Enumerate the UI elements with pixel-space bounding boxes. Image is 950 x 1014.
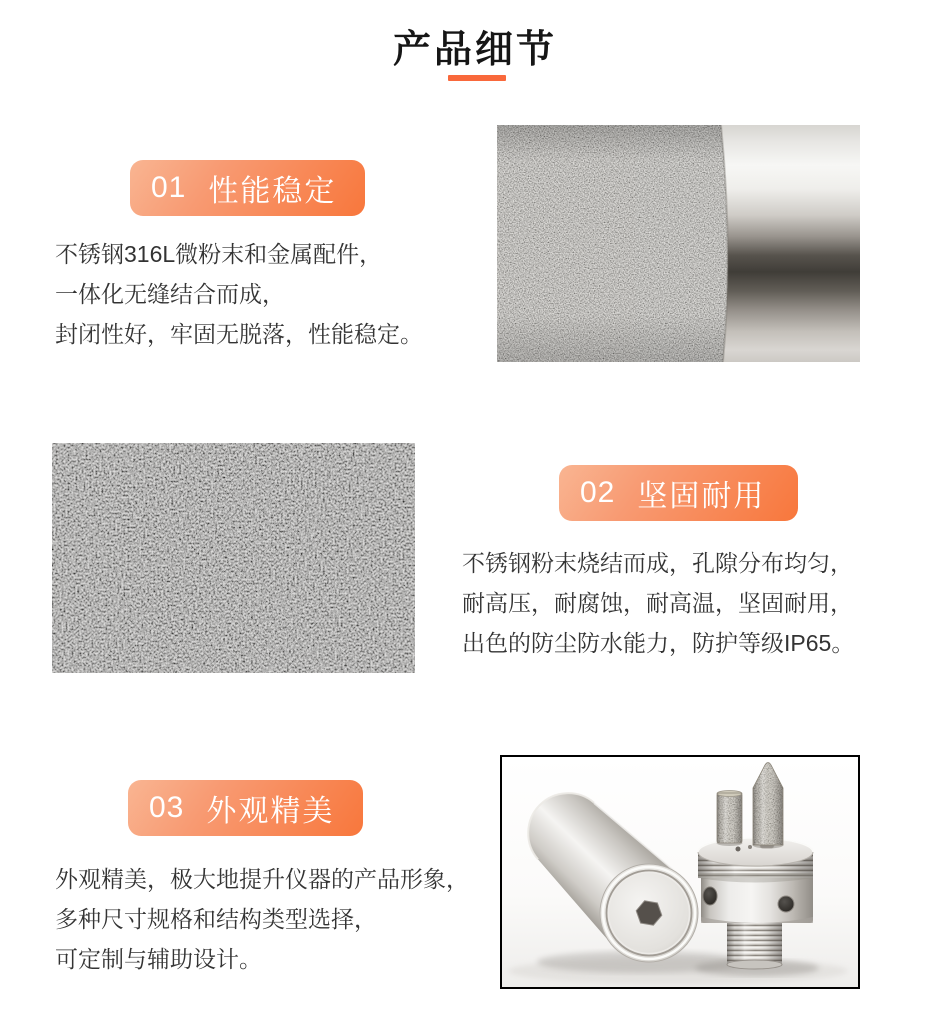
section-3-badge [128, 780, 363, 836]
section-3-paragraph [55, 859, 469, 979]
paragraph-line: 出色的防尘防水能力，防护等级IP65。 [462, 630, 855, 656]
sintered-vs-polished-steel-closeup-photo [497, 125, 860, 362]
section-1-paragraph [55, 234, 423, 354]
paragraph-line: 可定制与辅助设计。 [55, 946, 262, 972]
paragraph-line: 封闭性好，牢固无脱落，性能稳定。 [55, 321, 423, 347]
page-title: 产品细节 [392, 29, 557, 71]
section-2-number: 02 [580, 476, 616, 509]
section-1-badge [130, 160, 365, 216]
title-underline [448, 75, 506, 81]
section-3-heading: 外观精美 [206, 795, 335, 828]
sintered-powder-texture-photo [52, 443, 415, 673]
section-3-number: 03 [149, 791, 185, 824]
section-1-number: 01 [151, 171, 187, 204]
paragraph-line: 一体化无缝结合而成， [55, 281, 285, 307]
section-2-heading: 坚固耐用 [637, 480, 766, 513]
paragraph-line: 不锈钢316L微粉末和金属配件， [55, 241, 383, 267]
section-1-heading: 性能稳定 [208, 175, 337, 208]
paragraph-line: 外观精美，极大地提升仪器的产品形象， [55, 866, 469, 892]
paragraph-line: 耐高压，耐腐蚀，耐高温，坚固耐用， [462, 590, 853, 616]
paragraph-line: 多种尺寸规格和结构类型选择， [55, 906, 377, 932]
product-fittings-photo [500, 755, 860, 989]
section-2-badge [559, 465, 798, 521]
paragraph-line: 不锈钢粉末烧结而成，孔隙分布均匀， [462, 550, 853, 576]
section-2-paragraph [462, 543, 854, 663]
